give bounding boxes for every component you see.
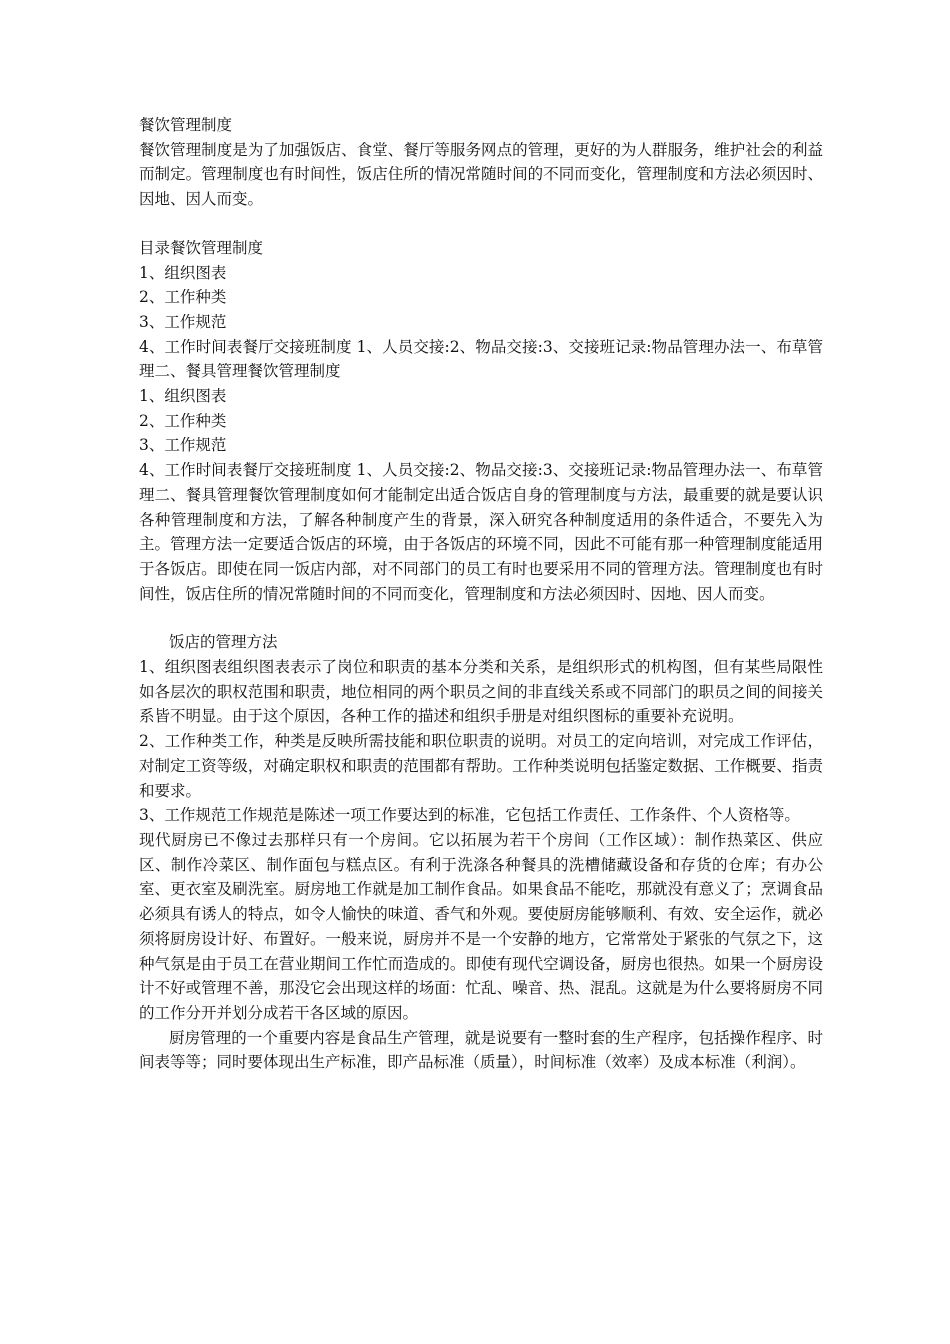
toc-item: 2、工作种类 <box>139 411 227 430</box>
toc-item: 4、工作时间表餐厅交接班制度 1、人员交接:2、物品交接:3、交接班记录:物品管理办法一、布草管理二、餐具管理餐饮管理制度 <box>139 337 823 381</box>
kitchen-paragraph: 现代厨房已不像过去那样只有一个房间。它以拓展为若干个房间（工作区域）：制作热菜区、供应区、制作冷菜区、制作面包与糕点区。有利于洗涤各种餐具的洗槽储藏设备和存货的仓库；有办公室、更衣室及刷洗室。厨房地工作就是加工制作食品。如果食品不能吃，那就没有意义了；烹调食品必须具有诱人的特点，如令人愉快的味道、香气和外观。要使厨房能够顺利、有效、安全运作，就必须将厨房设计好、布置好。一般来说，厨房并不是一个安静的地方，它常常处于紧张的气氛之下，这种气氛是由于员工在营业期间工作忙而造成的。即使有现代空调设备，厨房也很热。如果一个厨房设计不好或管理不善，那没它会出现这样的场面：忙乱、噪音、热、混乱。这就是为什么要将厨房不同的工作分开并划分成若干各区域的原因。 <box>139 830 823 1022</box>
spacer <box>139 212 823 236</box>
section-item: 3、工作规范工作规范是陈述一项工作要达到的标准，它包括工作责任、工作条件、个人资格等。 <box>139 806 800 825</box>
management-paragraph: 厨房管理的一个重要内容是食品生产管理，就是说要有一整时套的生产程序，包括操作程序、时间表等等；同时要体现出生产标准，即产品标准（质量），时间标准（效率）及成本标准（利润）。 <box>139 1028 823 1072</box>
toc-item: 2、工作种类 <box>139 288 227 307</box>
toc-item: 1、组织图表 <box>139 263 227 282</box>
document-page <box>139 113 823 1075</box>
toc-item: 3、工作规范 <box>139 312 227 331</box>
toc-item: 1、组织图表 <box>139 387 227 406</box>
spacer <box>139 606 823 630</box>
section-item: 1、组织图表组织图表表示了岗位和职责的基本分类和关系，是组织形式的机构图，但有某些局限性如各层次的职权范围和职责，地位相同的两个职员之间的非直线关系或不同部门的职员之间的间接关系皆不明显。由于这个原因，各种工作的描述和组织手册是对组织图标的重要补充说明。 <box>139 658 823 726</box>
toc-item: 3、工作规范 <box>139 436 227 455</box>
toc-item-long: 4、工作时间表餐厅交接班制度 1、人员交接:2、物品交接:3、交接班记录:物品管理办法一、布草管理二、餐具管理餐饮管理制度如何才能制定出适合饭店自身的管理制度与方法，最重要的就是要认识各种管理制度和方法，了解各种制度产生的背景，深入研究各种制度适用的条件适合，不要先入为主。管理方法一定要适合饭店的环境，由于各饭店的环境不同，因此不可能有那一种管理制度能适用于各饭店。即使在同一饭店内部，对不同部门的员工有时也要采用不同的管理方法。管理制度也有时间性，饭店住所的情况常随时间的不同而变化，管理制度和方法必须因时、因地、因人而变。 <box>139 461 823 603</box>
section-item: 2、工作种类工作，种类是反映所需技能和职位职责的说明。对员工的定向培训，对完成工作评估，对制定工资等级，对确定职权和职责的范围都有帮助。工作种类说明包括鉴定数据、工作概要、指责和要求。 <box>139 732 823 800</box>
section-title: 饭店的管理方法 <box>169 633 278 652</box>
toc-heading: 目录餐饮管理制度 <box>139 238 264 257</box>
document-title: 餐饮管理制度 <box>139 116 233 134</box>
intro-paragraph: 餐饮管理制度是为了加强饭店、食堂、餐厅等服务网点的管理，更好的为人群服务，维护社会的利益而制定。管理制度也有时间性，饭店住所的情况常随时间的不同而变化，管理制度和方法必须因时、因地、因人而变。 <box>139 140 823 209</box>
